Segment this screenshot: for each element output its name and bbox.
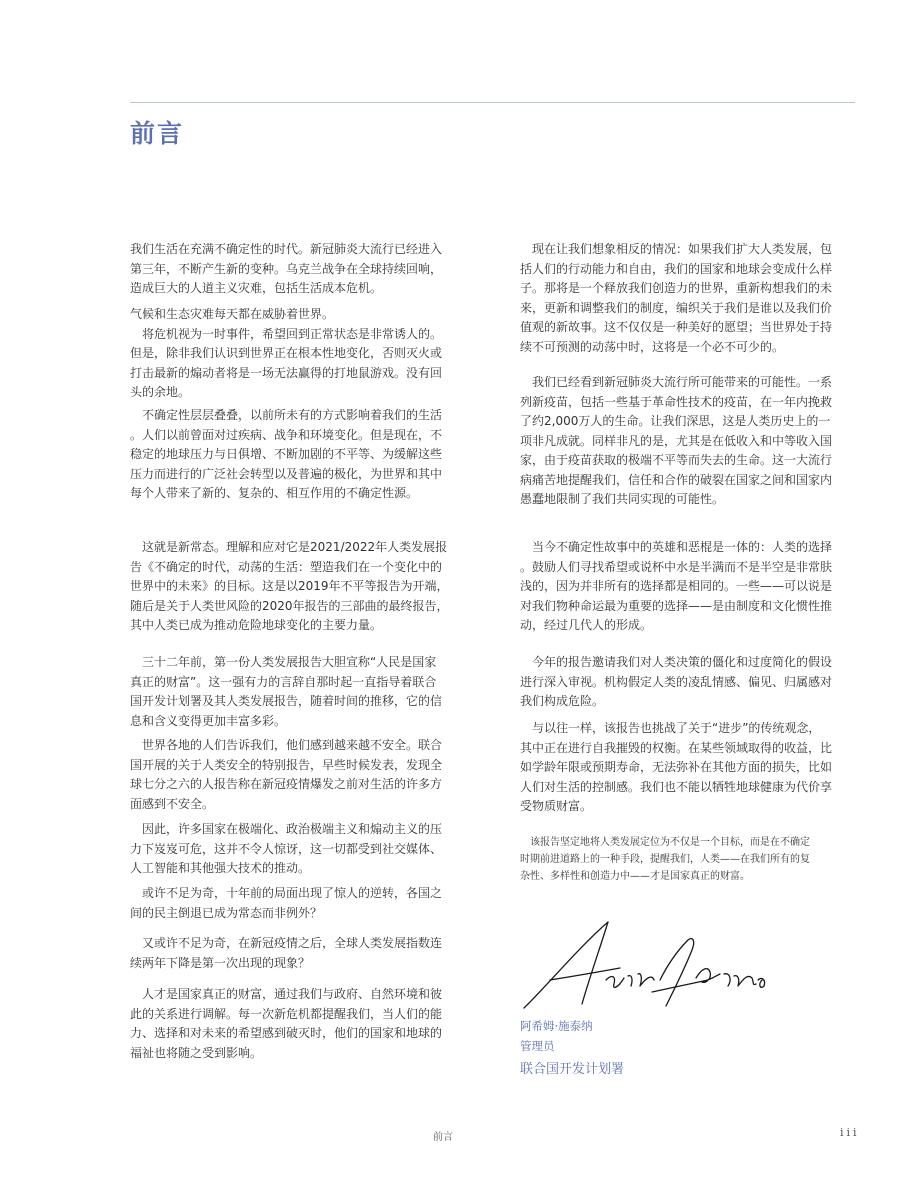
- text-line: 家，由于疫苗获取的极端不平等而失去的生命。这一大流行: [520, 453, 833, 467]
- text-line: 对我们物种命运最为重要的选择——是由制度和文化惯性推: [520, 598, 833, 613]
- text-line: 这就是新常态。理解和应对它是2021/2022年人类发展报: [130, 540, 448, 554]
- right-b1: [520, 240, 853, 357]
- text-line: 力、选择和对未来的希望感到破灭时，他们的国家和地球的: [130, 1026, 443, 1040]
- text-line: 力下岌岌可危，这并不令人惊讶，这一切都受到社交媒体、: [130, 841, 443, 856]
- text-line: 病痛苦地提醒我们，信任和合作的破裂在国家之间和国家内: [520, 472, 833, 487]
- text-line: 浅的，因为并非所有的选择都是相同的。一些——可以说是: [520, 579, 833, 593]
- left-b2: [130, 305, 463, 403]
- text-line: 续两年下降是第一次出现的现象？: [130, 955, 311, 970]
- text-line: 杂性、多样性和创造力中——才是国家真正的财富。: [520, 871, 750, 882]
- text-line: 其中人类已成为推动危险地球变化的主要力量。: [130, 618, 383, 632]
- text-line: 当今不确定性故事中的英雄和恶棍是一体的：人类的选择: [520, 540, 833, 554]
- text-line: 将危机视为一时事件，希望回到正常状态是非常诱人的。: [130, 326, 443, 341]
- text-line: 福祉也将随之受到影响。: [130, 1045, 263, 1060]
- text-line: 受物质财富。: [520, 799, 593, 813]
- header-rule: [130, 102, 855, 103]
- text-line: 国开发计划署及其人类发展报告，随着时间的推移，它的信: [130, 694, 443, 708]
- left-b4: [130, 538, 463, 636]
- page-number: iii: [840, 1126, 860, 1139]
- right-b3: [520, 538, 853, 636]
- text-line: 了约2,000万人的生命。让我们深思，这是人类历史上的一: [520, 414, 831, 428]
- signer-role: 管理员: [520, 1039, 555, 1053]
- left-b9: [130, 934, 463, 973]
- text-line: 此的关系进行调解。每一次新危机都提醒我们，当人们的能: [130, 1006, 443, 1021]
- text-line: 括人们的行动能力和自由，我们的国家和地球会变成什么样: [520, 261, 833, 276]
- text-line: 真正的财富”。这一强有力的言辞自那时起一直指导着联合: [130, 674, 437, 689]
- text-line: 现在让我们想象相反的情况：如果我们扩大人类发展，包: [520, 242, 833, 256]
- text-line: 打击最新的煽动者将是一场无法赢得的打地鼠游戏。没有回: [130, 365, 443, 380]
- text-line: 又或许不足为奇，在新冠疫情之后，全球人类发展指数连: [130, 936, 443, 950]
- text-line: 我们已经看到新冠肺炎大流行所可能带来的可能性。一系: [520, 375, 833, 389]
- text-line: 来，更新和调整我们的制度，编织关于我们是谁以及我们价: [520, 300, 833, 315]
- right-b6: [520, 834, 853, 885]
- left-b10: [130, 985, 463, 1063]
- text-line: 我们生活在充满不确定性的时代。新冠肺炎大流行已经进入: [130, 242, 443, 256]
- text-line: 三十二年前，第一份人类发展报告大胆宣称“人民是国家: [130, 655, 437, 669]
- text-line: 造成巨大的人道主义灾难，包括生活成本危机。: [130, 281, 383, 295]
- text-line: 国开展的关于人类安全的特别报告，早些时候发表，发现全: [130, 757, 443, 772]
- text-line: 我们构成危险。: [520, 694, 605, 708]
- text-line: 间的民主倒退已成为常态而非例外？: [130, 905, 323, 920]
- text-line: 人才是国家真正的财富，通过我们与政府、自然环境和彼: [130, 987, 443, 1001]
- text-line: 愚蠢地限制了我们共同实现的可能性。: [520, 492, 725, 506]
- text-line: 与以往一样，该报告也挑战了关于“进步”的传统观念，: [520, 721, 821, 735]
- text-line: 头的余地。: [130, 385, 191, 399]
- handwritten-signature: [520, 918, 770, 1013]
- left-b3: [130, 406, 463, 504]
- text-line: 列新疫苗，包括一些基于革命性技术的疫苗，在一年内挽救: [520, 394, 833, 409]
- right-b2: [520, 373, 853, 510]
- text-line: 但是，除非我们认识到世界正在根本性地变化，否则灭火或: [130, 346, 443, 360]
- text-line: 续不可预测的动荡中时，这将是一个必不可少的。: [520, 339, 785, 354]
- text-line: 。人们以前曾面对过疾病、战争和环境变化。但是现在，不: [130, 427, 443, 442]
- text-line: 球七分之六的人报告称在新冠疫情爆发之前对生活的许多方: [130, 777, 443, 791]
- text-line: 随后是关于人类世风险的2020年报告的三部曲的最终报告，: [130, 598, 449, 613]
- right-b5: [520, 719, 853, 817]
- footer-section-title: 前言: [433, 1132, 453, 1143]
- left-b8: [130, 884, 463, 923]
- text-line: 。鼓励人们寻找希望或说杯中水是半满而不是半空是非常肤: [520, 559, 833, 574]
- text-line: 世界中的未来》的目标。这是以2019年不平等报告为开端，: [130, 579, 449, 593]
- left-b7: [130, 820, 463, 879]
- left-b6: [130, 736, 463, 814]
- text-line: 人工智能和其他强大技术的推动。: [130, 861, 311, 875]
- page-title: 前言: [130, 119, 185, 148]
- text-line: 人们对生活的控制感。我们也不能以牺牲地球健康为代价享: [520, 779, 833, 794]
- text-line: 息和含义变得更加丰富多彩。: [130, 713, 287, 728]
- text-line: 值观的新故事。这不仅仅是一种美好的愿望；当世界处于持: [520, 320, 833, 334]
- text-line: 动，经过几代人的形成。: [520, 618, 653, 632]
- text-line: 其中正在进行自我摧毁的权衡。在某些领域取得的收益，比: [520, 740, 833, 755]
- text-line: 第三年，不断产生新的变种。乌克兰战争在全球持续回响，: [130, 261, 443, 276]
- text-line: 不确定性层层叠叠，以前所未有的方式影响着我们的生活: [130, 408, 443, 422]
- text-line: 如学龄年限或预期寿命，无法弥补在其他方面的损失，比如: [520, 760, 833, 774]
- text-line: 压力而进行的广泛社会转型以及普遍的极化，为世界和其中: [130, 466, 443, 481]
- text-line: 气候和生态灾难每天都在威胁着世界。: [130, 307, 335, 321]
- text-line: 告《不确定的时代，动荡的生活：塑造我们在一个变化中的: [130, 559, 443, 574]
- left-b5: [130, 653, 463, 731]
- organization-name: 联合国开发计划署: [520, 1062, 625, 1077]
- text-line: 项非凡成就。同样非凡的是，尤其是在低收入和中等收入国: [520, 433, 833, 448]
- text-line: 每个人带来了新的、复杂的、相互作用的不确定性源。: [130, 486, 419, 500]
- text-line: 因此，许多国家在极端化、政治极端主义和煽动主义的压: [130, 822, 443, 836]
- text-line: 该报告坚定地将人类发展定位为不仅是一个目标，而是在不确定: [520, 837, 810, 848]
- text-line: 进行深入审视。机构假定人类的凌乱情感、偏见、归属感对: [520, 674, 833, 689]
- right-b4: [520, 653, 853, 712]
- text-line: 今年的报告邀请我们对人类决策的僵化和过度简化的假设: [520, 655, 833, 669]
- text-line: 时期前进道路上的一种手段，提醒我们，人类——在我们所有的复: [520, 854, 810, 865]
- text-line: 子。那将是一个释放我们创造力的世界，重新构想我们的未: [520, 281, 833, 295]
- text-line: 或许不足为奇，十年前的局面出现了惊人的逆转，各国之: [130, 886, 443, 900]
- text-line: 世界各地的人们告诉我们，他们感到越来越不安全。联合: [130, 738, 443, 752]
- left-b1: [130, 240, 463, 299]
- text-line: 面感到不安全。: [130, 796, 215, 811]
- signer-name: 阿希姆·施泰纳: [520, 1019, 593, 1033]
- text-line: 稳定的地球压力与日俱增、不断加剧的不平等、为缓解这些: [130, 447, 443, 461]
